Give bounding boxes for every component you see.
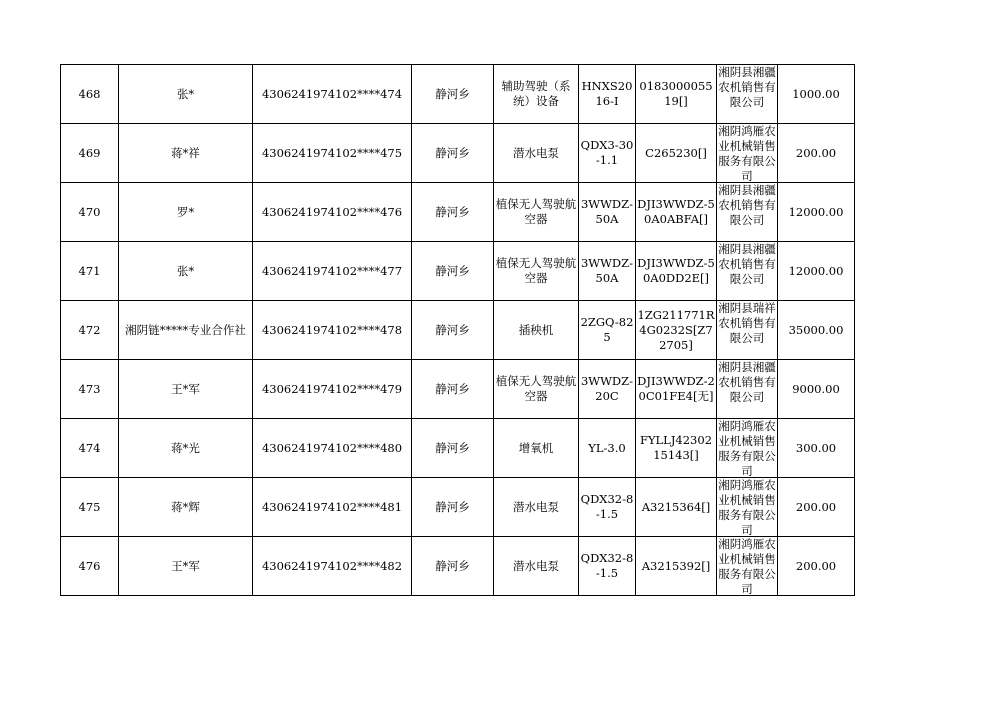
township-cell: 静河乡	[412, 301, 494, 360]
machine-type-cell: 植保无人驾驶航空器	[494, 183, 579, 242]
township-cell: 静河乡	[412, 65, 494, 124]
dealer-text: 湘阴县湘疆农机销售有限公司	[718, 360, 776, 404]
dealer-text: 湘阴鸿雁农业机械销售服务有限公司	[718, 537, 776, 595]
dealer-cell	[717, 124, 778, 183]
model-cell: 2ZGQ-825	[579, 301, 636, 360]
dealer-cell	[717, 478, 778, 537]
machine-type-cell: 植保无人驾驶航空器	[494, 360, 579, 419]
buyer-name-cell: 蒋*辉	[119, 478, 253, 537]
id-number-cell: 4306241974102****481	[253, 478, 412, 537]
table-row	[61, 65, 855, 124]
buyer-name-cell: 蒋*祥	[119, 124, 253, 183]
row-number-cell: 472	[61, 301, 119, 360]
serial-number-cell: DJI3WWDZ-50A0ABFA[]	[636, 183, 717, 242]
table-row	[61, 124, 855, 183]
id-number-cell: 4306241974102****475	[253, 124, 412, 183]
machine-type-cell: 插秧机	[494, 301, 579, 360]
subsidy-amount-cell: 300.00	[778, 419, 855, 478]
id-number-cell: 4306241974102****479	[253, 360, 412, 419]
model-cell: HNXS2016-I	[579, 65, 636, 124]
dealer-text: 湘阴县湘疆农机销售有限公司	[718, 183, 776, 227]
buyer-name-cell: 湘阴链*****专业合作社	[119, 301, 253, 360]
serial-number-cell: C265230[]	[636, 124, 717, 183]
township-cell: 静河乡	[412, 242, 494, 301]
model-cell: 3WWDZ-50A	[579, 183, 636, 242]
dealer-text: 湘阴鸿雁农业机械销售服务有限公司	[718, 124, 776, 182]
machine-type-cell: 增氧机	[494, 419, 579, 478]
machine-type-cell: 植保无人驾驶航空器	[494, 242, 579, 301]
serial-number-cell: 1ZG211771R4G0232S[Z72705]	[636, 301, 717, 360]
row-number-cell: 476	[61, 537, 119, 596]
dealer-cell	[717, 65, 778, 124]
serial-number-cell: DJI3WWDZ-50A0DD2E[]	[636, 242, 717, 301]
dealer-cell	[717, 183, 778, 242]
row-number-cell: 469	[61, 124, 119, 183]
serial-number-cell: A3215364[]	[636, 478, 717, 537]
id-number-cell: 4306241974102****478	[253, 301, 412, 360]
township-cell: 静河乡	[412, 183, 494, 242]
dealer-text: 湘阴鸿雁农业机械销售服务有限公司	[718, 419, 776, 477]
table-row	[61, 301, 855, 360]
subsidy-amount-cell: 200.00	[778, 478, 855, 537]
id-number-cell: 4306241974102****476	[253, 183, 412, 242]
model-cell: QDX32-8-1.5	[579, 478, 636, 537]
model-cell: QDX32-8-1.5	[579, 537, 636, 596]
subsidy-amount-cell: 200.00	[778, 124, 855, 183]
subsidy-table	[60, 64, 855, 596]
model-cell: 3WWDZ-20C	[579, 360, 636, 419]
model-cell: YL-3.0	[579, 419, 636, 478]
buyer-name-cell: 蒋*光	[119, 419, 253, 478]
dealer-cell	[717, 301, 778, 360]
row-number-cell: 475	[61, 478, 119, 537]
row-number-cell: 473	[61, 360, 119, 419]
dealer-cell	[717, 360, 778, 419]
table-row	[61, 360, 855, 419]
table-row	[61, 419, 855, 478]
township-cell: 静河乡	[412, 537, 494, 596]
subsidy-amount-cell: 12000.00	[778, 183, 855, 242]
model-cell: QDX3-30-1.1	[579, 124, 636, 183]
id-number-cell: 4306241974102****480	[253, 419, 412, 478]
buyer-name-cell: 王*军	[119, 537, 253, 596]
subsidy-amount-cell: 9000.00	[778, 360, 855, 419]
table-body	[61, 65, 855, 596]
model-cell: 3WWDZ-50A	[579, 242, 636, 301]
township-cell: 静河乡	[412, 419, 494, 478]
dealer-cell	[717, 242, 778, 301]
dealer-text: 湘阴鸿雁农业机械销售服务有限公司	[718, 478, 776, 536]
dealer-text: 湘阴县湘疆农机销售有限公司	[718, 242, 776, 286]
table-row	[61, 478, 855, 537]
table-row	[61, 242, 855, 301]
subsidy-amount-cell: 35000.00	[778, 301, 855, 360]
id-number-cell: 4306241974102****477	[253, 242, 412, 301]
township-cell: 静河乡	[412, 360, 494, 419]
row-number-cell: 468	[61, 65, 119, 124]
table-row	[61, 537, 855, 596]
machine-type-cell: 潜水电泵	[494, 537, 579, 596]
id-number-cell: 4306241974102****474	[253, 65, 412, 124]
subsidy-amount-cell: 200.00	[778, 537, 855, 596]
serial-number-cell: DJI3WWDZ-20C01FE4[无]	[636, 360, 717, 419]
serial-number-cell: FYLLJ4230215143[]	[636, 419, 717, 478]
buyer-name-cell: 罗*	[119, 183, 253, 242]
serial-number-cell: A3215392[]	[636, 537, 717, 596]
machine-type-cell: 潜水电泵	[494, 478, 579, 537]
subsidy-amount-cell: 1000.00	[778, 65, 855, 124]
dealer-text: 湘阴县湘疆农机销售有限公司	[718, 65, 776, 109]
subsidy-amount-cell: 12000.00	[778, 242, 855, 301]
row-number-cell: 474	[61, 419, 119, 478]
township-cell: 静河乡	[412, 124, 494, 183]
serial-number-cell: 018300005519[]	[636, 65, 717, 124]
buyer-name-cell: 王*军	[119, 360, 253, 419]
table-row	[61, 183, 855, 242]
row-number-cell: 471	[61, 242, 119, 301]
township-cell: 静河乡	[412, 478, 494, 537]
dealer-cell	[717, 537, 778, 596]
machine-type-cell: 辅助驾驶（系统）设备	[494, 65, 579, 124]
row-number-cell: 470	[61, 183, 119, 242]
dealer-text: 湘阴县瑞祥农机销售有限公司	[718, 301, 776, 345]
buyer-name-cell: 张*	[119, 242, 253, 301]
buyer-name-cell: 张*	[119, 65, 253, 124]
machine-type-cell: 潜水电泵	[494, 124, 579, 183]
id-number-cell: 4306241974102****482	[253, 537, 412, 596]
dealer-cell	[717, 419, 778, 478]
